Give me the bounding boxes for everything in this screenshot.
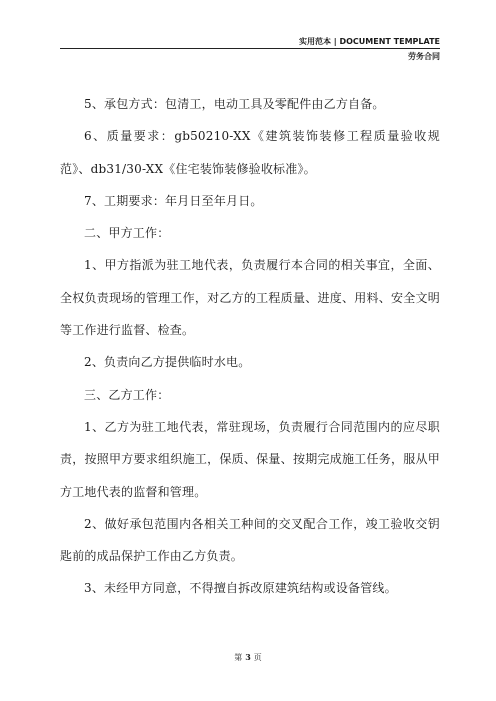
paragraph-party-b-restrictions: 3、未经甲方同意，不得擅自拆改原建筑结构或设备管线。 [84, 581, 397, 596]
paragraph-party-a-representative: 1、甲方指派为驻工地代表，负责履行本合同的相关事宜，全面、全权负责现场的管理工作，对乙方的工程质量、进度、用料、安全文明等工作进行监督、检查。 [60, 258, 440, 338]
paragraph-quality-requirement: 6、质量要求：gb50210-XX《建筑装饰装修工程质量验收规范》、db31/30-XX《住宅装饰装修验收标准》。 [60, 129, 440, 176]
document-body [60, 88, 440, 605]
paragraph-party-a-utilities: 2、负责向乙方提供临时水电。 [84, 355, 251, 370]
footer-prefix: 第 [234, 653, 243, 662]
page-footer [0, 652, 496, 663]
section-heading-party-a: 二、甲方工作： [84, 226, 170, 241]
header-title: 实用范本 | DOCUMENT TEMPLATE [299, 37, 440, 46]
paragraph-schedule-requirement: 7、工期要求：年月日至年月日。 [84, 193, 263, 208]
paragraph-contract-mode: 5、承包方式：包清工，电动工具及零配件由乙方自备。 [84, 97, 385, 111]
paragraph-party-b-representative: 1、乙方为驻工地代表，常驻现场，负责履行合同范围内的应尽职责，按照甲方要求组织施工，保质、保量、按期完成施工任务，服从甲方工地代表的监督和管理。 [60, 419, 440, 499]
section-heading-party-b: 三、乙方工作： [84, 387, 170, 402]
header-divider [60, 48, 440, 49]
paragraph-party-b-coordination: 2、做好承包范围内各相关工种间的交叉配合工作，竣工验收交钥匙前的成品保护工作由乙方负责。 [60, 516, 440, 564]
page-number: 3 [245, 652, 251, 662]
header-subtitle: 劳务合同 [408, 52, 440, 61]
footer-suffix: 页 [253, 653, 262, 662]
